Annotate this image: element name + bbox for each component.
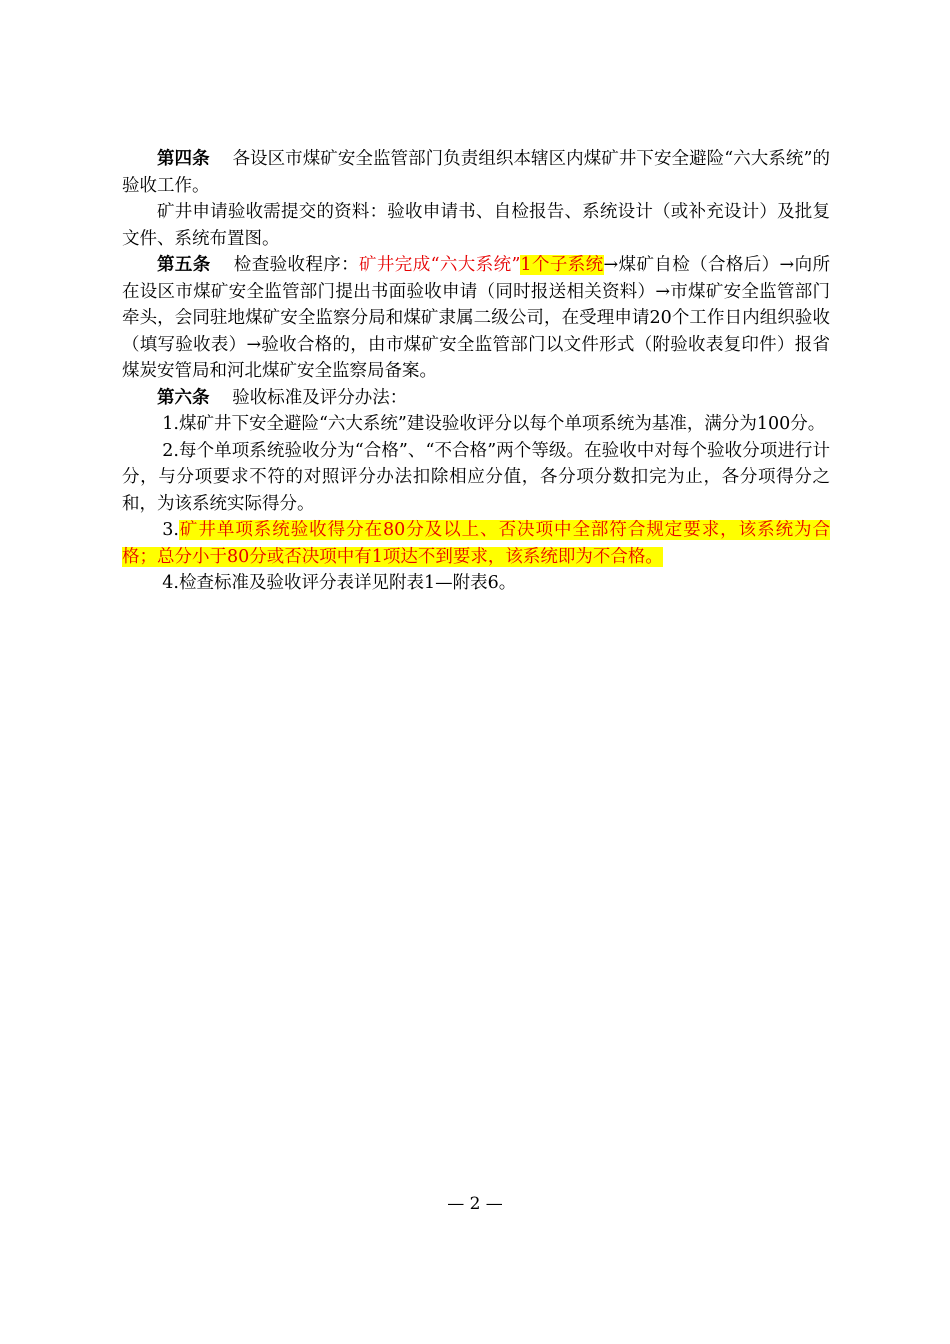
article-5-highlight-text: 1个子系统 — [520, 255, 604, 275]
article-5-intro: 检查验收程序： — [233, 255, 360, 275]
article-6-item-3 — [122, 517, 830, 570]
article-6-paragraph — [122, 385, 830, 412]
article-4-heading: 第四条 — [157, 149, 210, 169]
article-6-item-1: 1.煤矿井下安全避险“六大系统”建设验收评分以每个单项系统为基准，满分为100分。 — [162, 414, 826, 434]
article-6-intro: 验收标准及评分办法： — [232, 387, 408, 408]
article-5-rest: →煤矿自检（合格后）→向所在设区市煤矿安全监管部门提出书面验收申请（同时报送相关资料）→市煤矿安全监管部门牵头，会同驻地煤矿安全监察分局和煤矿隶属二级公司，在受理申请20个工作日内组织验收（填写验收表）→验收合格的，由市煤矿安全监管部门以文件形式（附验收表复印件）报省煤炭安管局和河北煤矿安全监察局备案。 — [122, 255, 830, 381]
article-4-text: 各设区市煤矿安全监管部门负责组织本辖区内煤矿井下安全避险“六大系统”的验收工作。 — [122, 149, 831, 196]
article-5-red-text: 矿井完成“六大系统” — [359, 255, 521, 275]
document-body — [122, 146, 830, 597]
article-6-item-3-highlight: 矿井单项系统验收得分在80分及以上、否决项中全部符合规定要求，该系统为合格；总分小于80分或否决项中有1项达不到要求，该系统即为不合格。 — [122, 520, 830, 567]
article-6-item-2: 2.每个单项系统验收分为“合格”、“不合格”两个等级。在验收中对每个验收分项进行计分，与分项要求不符的对照评分办法扣除相应分值，各分项分数扣完为止，各分项得分之和，为该系统实际得分。 — [122, 440, 830, 514]
article-4-materials: 矿井申请验收需提交的资料：验收申请书、自检报告、系统设计（或补充设计）及批复文件、系统布置图。 — [122, 202, 830, 249]
article-6-heading: 第六条 — [157, 387, 210, 408]
page-number: — 2 — — [447, 1194, 503, 1214]
article-6-item-4: 4.检查标准及验收评分表详见附表1—附表6。 — [162, 573, 517, 593]
article-5-heading: 第五条 — [157, 255, 211, 275]
article-4-paragraph — [122, 146, 830, 199]
article-6-item-3-number: 3. — [162, 520, 179, 540]
article-5-paragraph — [122, 252, 830, 385]
